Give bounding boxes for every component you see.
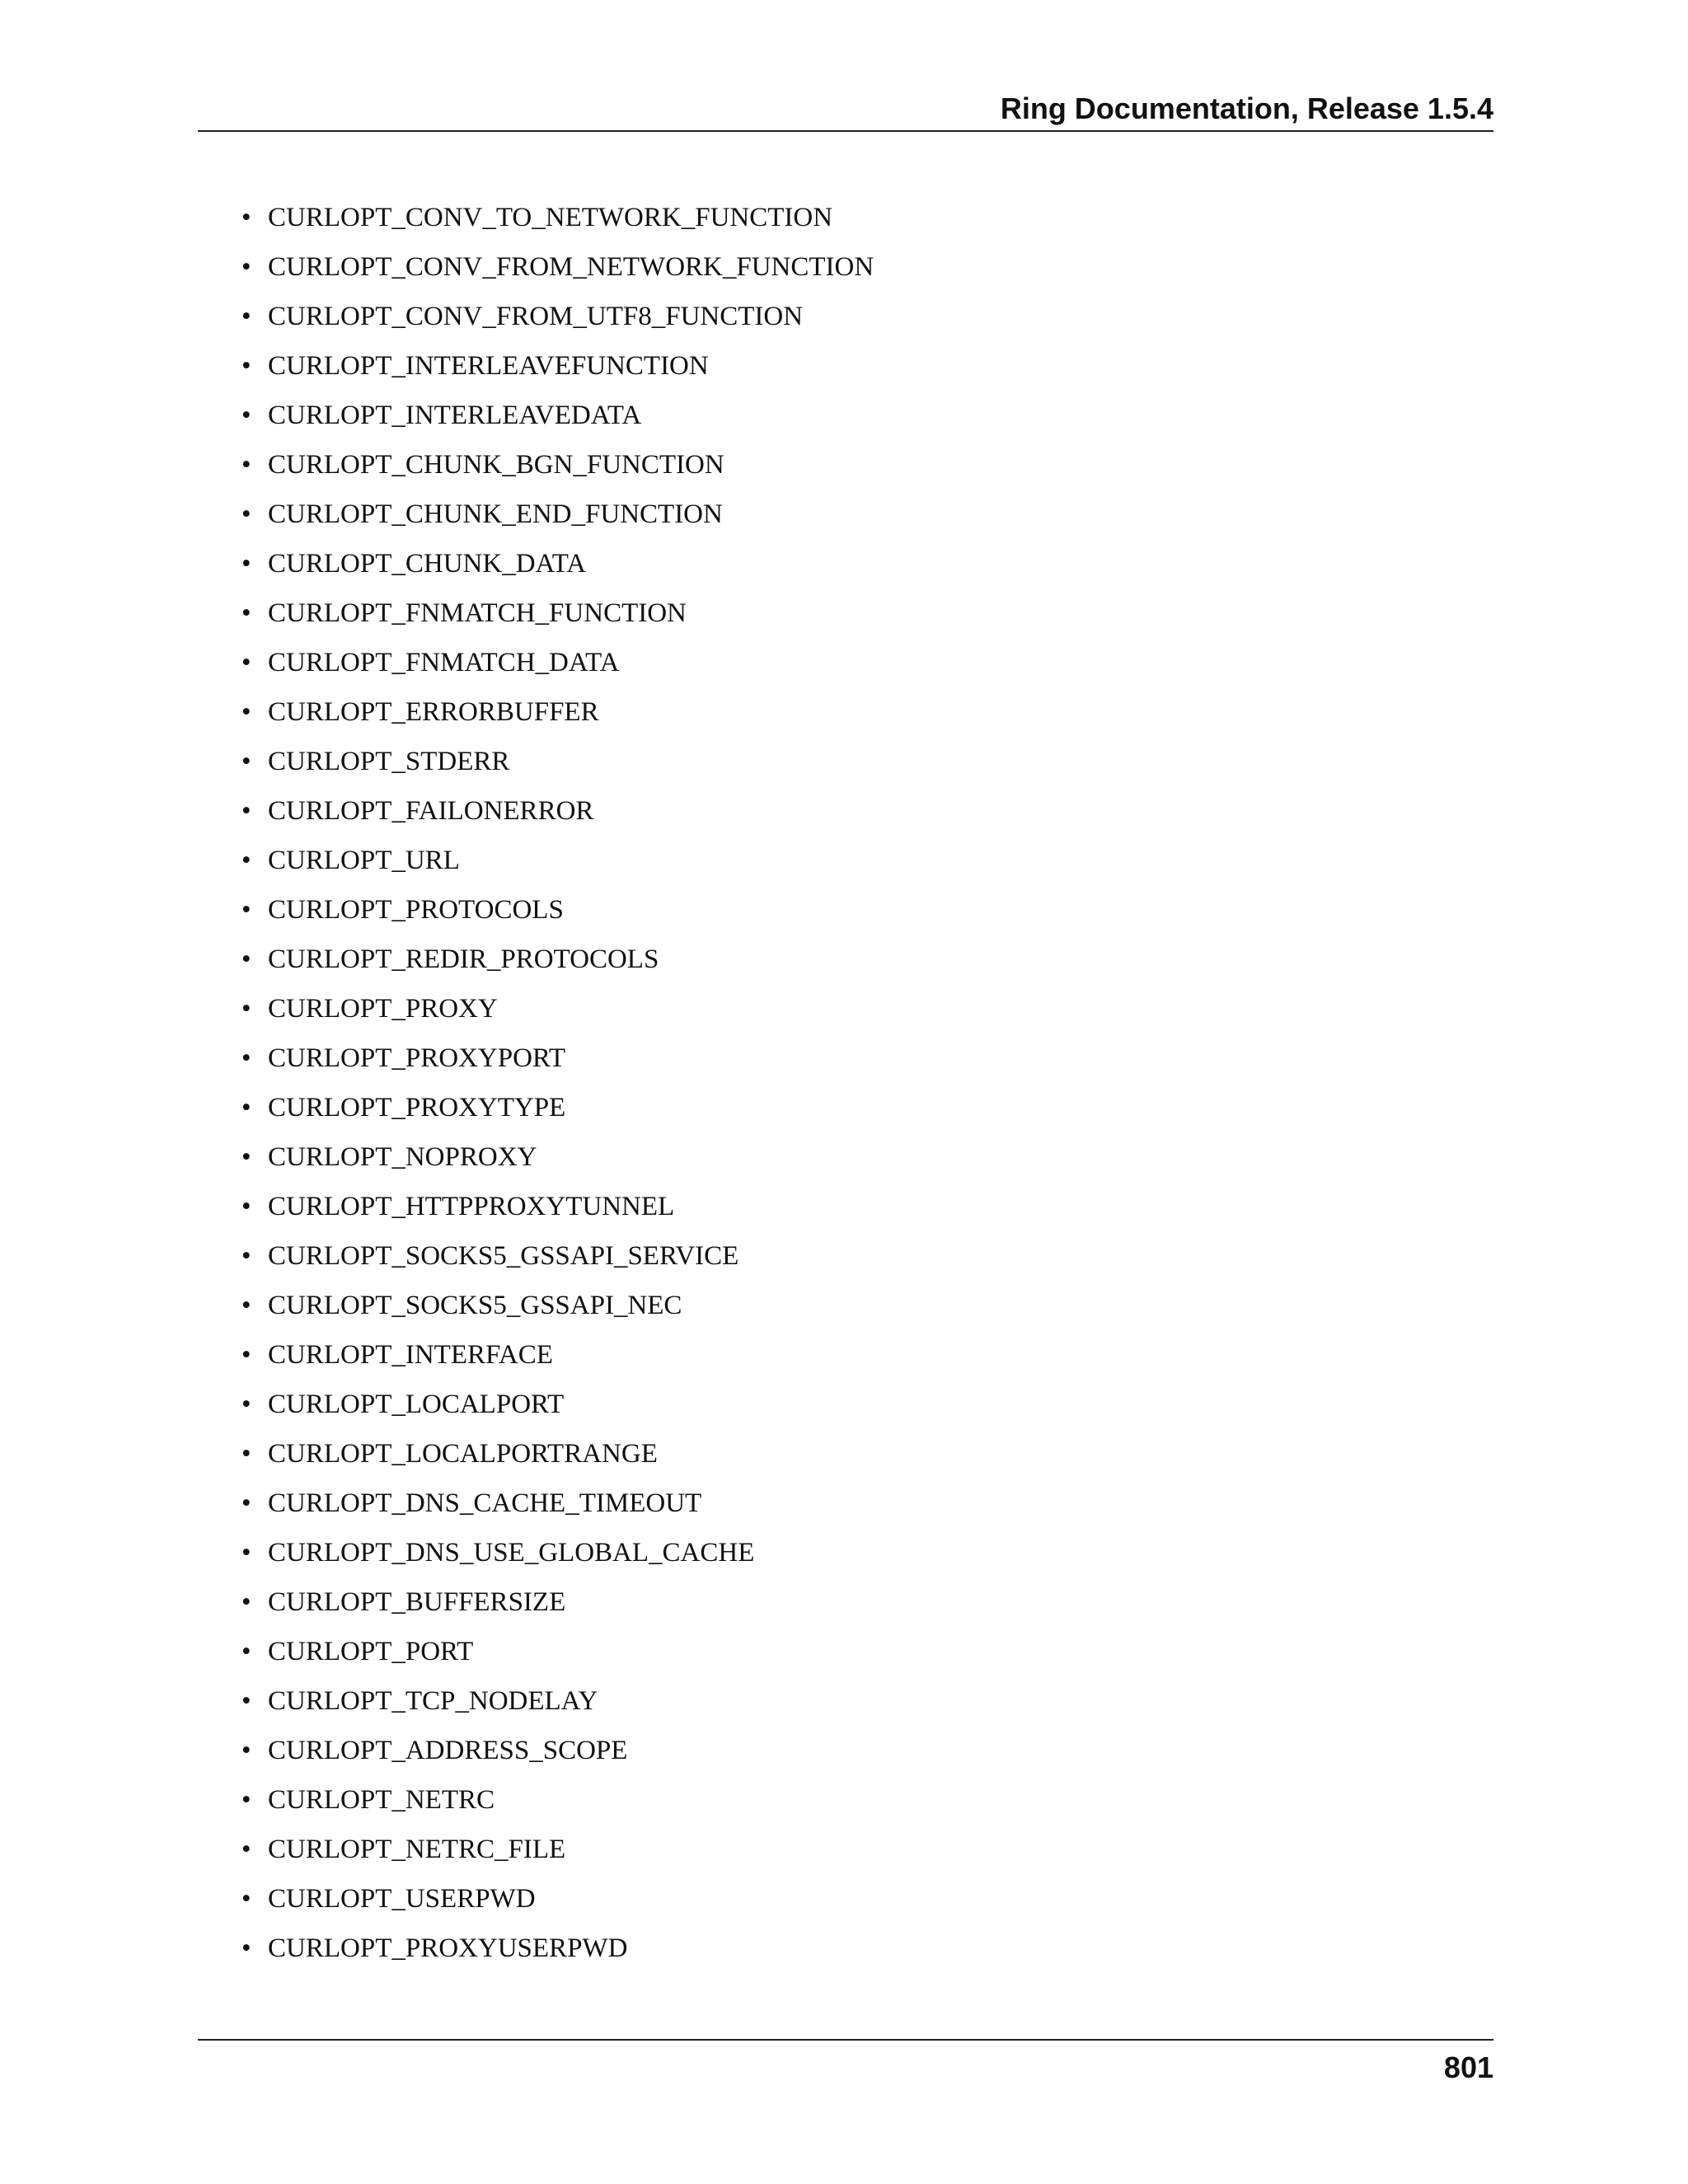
list-item	[235, 836, 874, 885]
list-item	[235, 1726, 874, 1775]
option-name: CURLOPT_BUFFERSIZE	[268, 1587, 566, 1617]
list-item	[235, 490, 874, 539]
option-name: CURLOPT_ADDRESS_SCOPE	[268, 1736, 628, 1765]
list-item	[235, 193, 874, 242]
list-item	[235, 1528, 874, 1577]
bullet-icon: •	[241, 994, 251, 1024]
bullet-icon: •	[241, 1093, 251, 1122]
bullet-icon: •	[241, 1241, 251, 1271]
list-item	[235, 292, 874, 341]
list-item	[235, 737, 874, 786]
list-item	[235, 1281, 874, 1330]
list-item	[235, 638, 874, 687]
bullet-icon: •	[241, 598, 251, 628]
option-name: CURLOPT_STDERR	[268, 747, 510, 776]
bullet-icon: •	[241, 796, 251, 826]
option-name: CURLOPT_FNMATCH_DATA	[268, 648, 620, 677]
option-name: CURLOPT_FAILONERROR	[268, 796, 594, 826]
list-item	[235, 687, 874, 737]
footer-divider	[198, 2039, 1493, 2041]
option-name: CURLOPT_CONV_FROM_NETWORK_FUNCTION	[268, 252, 874, 282]
list-item	[235, 1825, 874, 1874]
header-divider	[198, 130, 1493, 132]
option-name: CURLOPT_CONV_TO_NETWORK_FUNCTION	[268, 203, 833, 232]
option-name: CURLOPT_NOPROXY	[268, 1142, 537, 1172]
bullet-icon: •	[241, 252, 251, 282]
bullet-icon: •	[241, 846, 251, 875]
list-item	[235, 1577, 874, 1627]
option-name: CURLOPT_FNMATCH_FUNCTION	[268, 598, 687, 628]
option-name: CURLOPT_PROXY	[268, 994, 498, 1024]
option-name: CURLOPT_INTERLEAVEDATA	[268, 401, 642, 430]
list-item	[235, 391, 874, 440]
list-item	[235, 1380, 874, 1429]
bullet-icon: •	[241, 549, 251, 579]
list-item	[235, 242, 874, 292]
bullet-icon: •	[241, 1439, 251, 1469]
option-name: CURLOPT_NETRC_FILE	[268, 1835, 566, 1864]
list-item	[235, 1231, 874, 1281]
list-item	[235, 1874, 874, 1924]
list-item	[235, 786, 874, 836]
option-name: CURLOPT_HTTPPROXYTUNNEL	[268, 1192, 675, 1221]
option-name: CURLOPT_PROXYPORT	[268, 1043, 566, 1073]
option-name: CURLOPT_DNS_USE_GLOBAL_CACHE	[268, 1538, 755, 1568]
list-item	[235, 1627, 874, 1676]
list-item	[235, 935, 874, 984]
option-name: CURLOPT_CHUNK_END_FUNCTION	[268, 499, 723, 529]
list-item	[235, 341, 874, 391]
option-name: CURLOPT_REDIR_PROTOCOLS	[268, 944, 659, 974]
list-item	[235, 1676, 874, 1726]
list-item	[235, 1182, 874, 1231]
bullet-icon: •	[241, 895, 251, 925]
option-name: CURLOPT_INTERLEAVEFUNCTION	[268, 351, 709, 381]
list-item	[235, 588, 874, 638]
bullet-icon: •	[241, 1637, 251, 1666]
list-item	[235, 1429, 874, 1479]
option-name: CURLOPT_INTERFACE	[268, 1340, 553, 1370]
bullet-icon: •	[241, 1043, 251, 1073]
bullet-icon: •	[241, 302, 251, 331]
list-item	[235, 984, 874, 1033]
list-item	[235, 440, 874, 490]
option-name: CURLOPT_CHUNK_BGN_FUNCTION	[268, 450, 724, 480]
list-item	[235, 1330, 874, 1380]
bullet-icon: •	[241, 1538, 251, 1568]
bullet-icon: •	[241, 450, 251, 480]
option-name: CURLOPT_PORT	[268, 1637, 474, 1666]
bullet-icon: •	[241, 648, 251, 677]
list-item	[235, 539, 874, 588]
option-name: CURLOPT_URL	[268, 846, 460, 875]
option-name: CURLOPT_USERPWD	[268, 1884, 536, 1914]
bullet-icon: •	[241, 1192, 251, 1221]
bullet-icon: •	[241, 1884, 251, 1914]
bullet-icon: •	[241, 1835, 251, 1864]
list-item	[235, 1132, 874, 1182]
option-name: CURLOPT_PROXYTYPE	[268, 1093, 566, 1122]
bullet-icon: •	[241, 499, 251, 529]
bullet-icon: •	[241, 1587, 251, 1617]
bullet-icon: •	[241, 1686, 251, 1716]
option-name: CURLOPT_PROTOCOLS	[268, 895, 564, 925]
running-header-title: Ring Documentation, Release 1.5.4	[1000, 91, 1493, 125]
bullet-icon: •	[241, 747, 251, 776]
bullet-icon: •	[241, 203, 251, 232]
list-item	[235, 1083, 874, 1132]
option-name: CURLOPT_LOCALPORT	[268, 1390, 565, 1419]
list-item	[235, 1775, 874, 1825]
list-item	[235, 1479, 874, 1528]
option-name: CURLOPT_TCP_NODELAY	[268, 1686, 598, 1716]
bullet-icon: •	[241, 351, 251, 381]
bullet-icon: •	[241, 1390, 251, 1419]
option-name: CURLOPT_CHUNK_DATA	[268, 549, 587, 579]
option-name: CURLOPT_SOCKS5_GSSAPI_NEC	[268, 1291, 682, 1320]
bullet-icon: •	[241, 1488, 251, 1518]
option-name: CURLOPT_DNS_CACHE_TIMEOUT	[268, 1488, 702, 1518]
option-name: CURLOPT_PROXYUSERPWD	[268, 1933, 628, 1963]
option-name: CURLOPT_LOCALPORTRANGE	[268, 1439, 658, 1469]
bullet-icon: •	[241, 1142, 251, 1172]
option-name: CURLOPT_SOCKS5_GSSAPI_SERVICE	[268, 1241, 739, 1271]
option-name: CURLOPT_CONV_FROM_UTF8_FUNCTION	[268, 302, 804, 331]
option-name: CURLOPT_NETRC	[268, 1785, 495, 1815]
bullet-icon: •	[241, 1291, 251, 1320]
option-name: CURLOPT_ERRORBUFFER	[268, 697, 599, 727]
bullet-icon: •	[241, 401, 251, 430]
list-item	[235, 1924, 874, 1973]
bullet-icon: •	[241, 1933, 251, 1963]
bullet-icon: •	[241, 1736, 251, 1765]
page-number: 801	[1443, 2050, 1493, 2084]
bullet-icon: •	[241, 1340, 251, 1370]
curl-option-list	[235, 193, 874, 1973]
bullet-icon: •	[241, 697, 251, 727]
list-item	[235, 885, 874, 935]
list-item	[235, 1033, 874, 1083]
bullet-icon: •	[241, 944, 251, 974]
bullet-icon: •	[241, 1785, 251, 1815]
